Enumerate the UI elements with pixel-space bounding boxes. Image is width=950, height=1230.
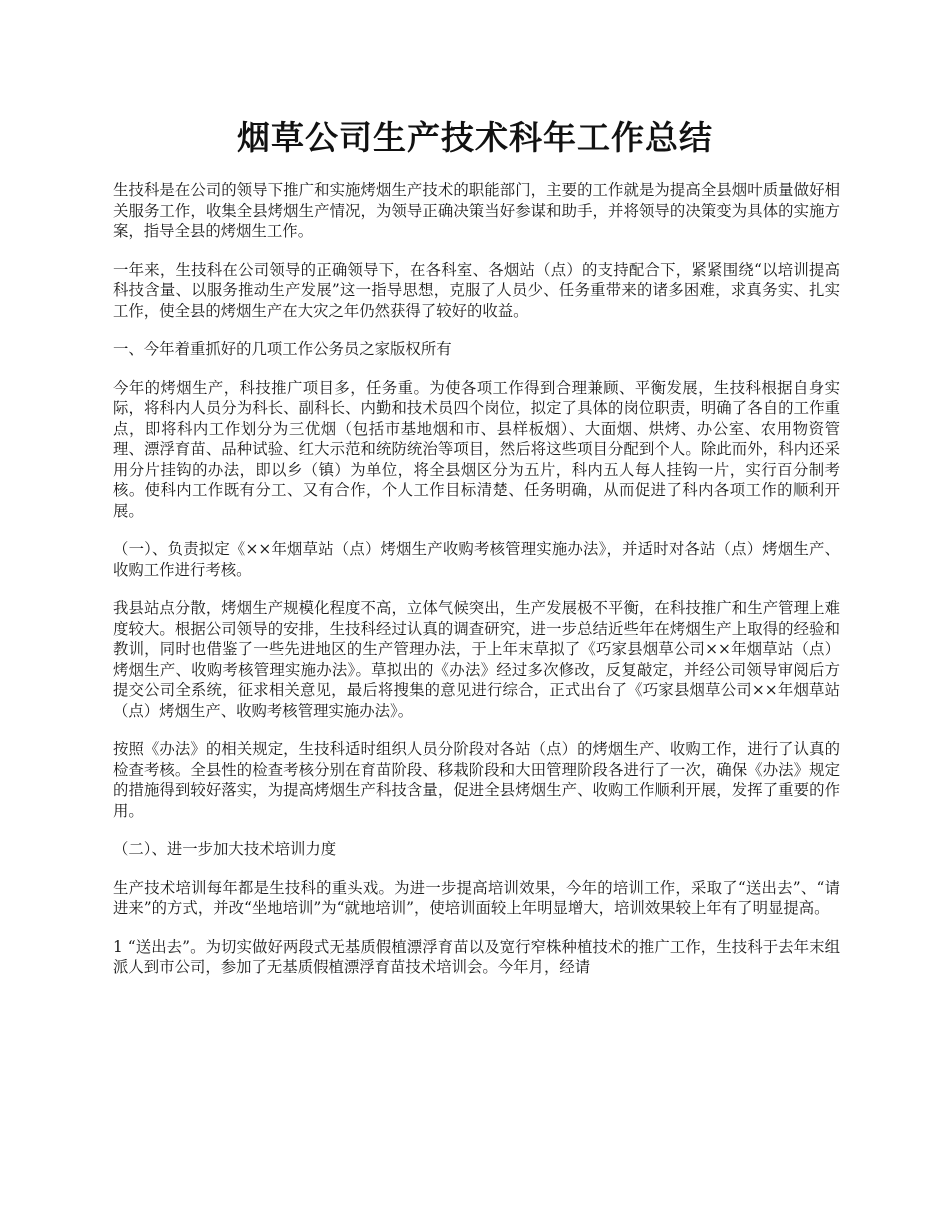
subsection-heading-2: （二）、进一步加大技术培训力度: [113, 840, 337, 858]
paragraph-send-out: 1 “送出去”。为切实做好两段式无基质假植漂浮育苗以及宽行窄株种植技术的推广工作，生技科于去年末组派人到市公司，参加了无基质假植漂浮育苗技术培训会。今年月，经请: [113, 937, 840, 976]
paragraph-training: 生产技术培训每年都是生技科的重头戏。为进一步提高培训效果，今年的培训工作，采取了“送出去”、“请进来”的方式，并改“坐地培训”为“就地培训”，使培训面较上年明显增大，培训效果较上年有了明显提高。: [113, 878, 840, 917]
paragraph-work-division: 今年的烤烟生产，科技推广项目多，任务重。为使各项工作得到合理兼顾、平衡发展，生技科根据自身实际，将科内人员分为科长、副科长、内勤和技术员四个岗位，拟定了具体的岗位职责，明确了各自的工作重点，即将科内工作划分为三优烟（包括市基地烟和市、县样板烟）、大面烟、烘烤、办公室、农用物资管理、漂浮育苗、品种试验、红大示范和统防统治等项目，然后将这些项目分配到个人。除此而外，科内还采用分片挂钩的办法，即以乡（镇）为单位，将全县烟区分为五片，科内五人每人挂钩一片，实行百分制考核。使科内工作既有分工、又有合作，个人工作目标清楚、任务明确，从而促进了科内各项工作的顺利开展。: [113, 378, 840, 520]
paragraph-summary: 一年来，生技科在公司领导的正确领导下，在各科室、各烟站（点）的支持配合下，紧紧围绕“以培训提高科技含量、以服务推动生产发展”这一指导思想，克服了人员少、任务重带来的诸多困难，求真务实、扎实工作，使全县的烤烟生产在大灾之年仍然获得了较好的收益。: [113, 260, 840, 320]
paragraph-measures-drafting: 我县站点分散，烤烟生产规模化程度不高，立体气候突出，生产发展极不平衡，在科技推广和生产管理上难度较大。根据公司领导的安排，生技科经过认真的调查研究，进一步总结近些年在烤烟生产上取得的经验和教训，同时也借鉴了一些先进地区的生产管理办法，于上年末草拟了《巧家县烟草公司××年烟草站（点）烤烟生产、收购考核管理实施办法》。草拟出的《办法》经过多次修改，反复敲定，并经公司领导审阅后方提交公司全系统，征求相关意见，最后将搜集的意见进行综合，正式出台了《巧家县烟草公司××年烟草站（点）烤烟生产、收购考核管理实施办法》。: [113, 599, 840, 720]
document-title: 烟草公司生产技术科年工作总结: [237, 118, 713, 157]
section-heading-1: 一、今年着重抓好的几项工作公务员之家版权所有: [113, 340, 452, 358]
subsection-heading-1: （一）、负责拟定《××年烟草站（点）烤烟生产收购考核管理实施办法》，并适时对各站（点）烤烟生产、收购工作进行考核。: [113, 540, 840, 579]
document-body: [113, 180, 840, 978]
document-page: [113, 0, 840, 996]
paragraph-inspection: 按照《办法》的相关规定，生技科适时组织人员分阶段对各站（点）的烤烟生产、收购工作，进行了认真的检查考核。全县性的检查考核分别在育苗阶段、移栽阶段和大田管理阶段各进行了一次，确保《办法》规定的措施得到较好落实，为提高烤烟生产科技含量，促进全县烤烟生产、收购工作顺利开展，发挥了重要的作用。: [113, 740, 840, 820]
paragraph-intro: 生技科是在公司的领导下推广和实施烤烟生产技术的职能部门，主要的工作就是为提高全县烟叶质量做好相关服务工作，收集全县烤烟生产情况，为领导正确决策当好参谋和助手，并将领导的决策变为具体的实施方案，指导全县的烤烟生工作。: [113, 181, 840, 240]
